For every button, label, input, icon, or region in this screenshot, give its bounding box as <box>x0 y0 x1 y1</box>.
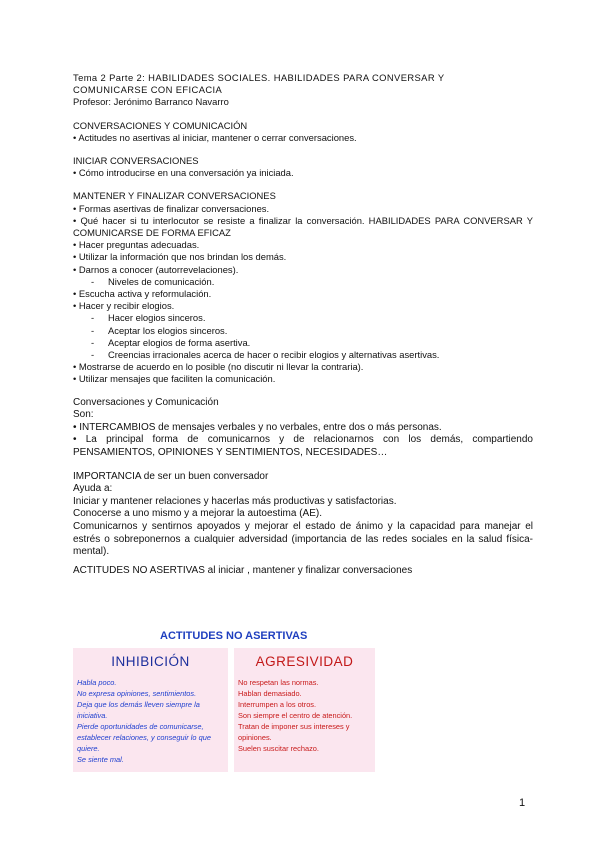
aggressiveness-box <box>234 648 375 772</box>
figure-title: ACTITUDES NO ASERTIVAS <box>160 630 308 642</box>
aggressiveness-heading: AGRESIVIDAD <box>255 654 354 669</box>
list-item: establecer relaciones, y conseguir lo que <box>77 733 211 742</box>
section5-heading: IMPORTANCIA de ser un buen conversador <box>73 470 269 482</box>
dash-marker: - <box>91 336 95 348</box>
sub-list-item-text: Aceptar los elogios sinceros. <box>108 324 228 336</box>
list-item: quiere. <box>77 744 100 753</box>
list-item: iniciativa. <box>77 711 108 720</box>
document-body <box>73 72 533 577</box>
list-item: Suelen suscitar rechazo. <box>238 744 319 753</box>
sub-list-item <box>73 276 533 288</box>
paragraph: Conocerse a uno mismo y a mejorar la autoestima (AE). <box>73 508 322 520</box>
list-item: opiniones. <box>238 733 272 742</box>
list-item: Habla poco. <box>77 678 117 687</box>
list-item: • Escucha activa y reformulación. <box>73 288 212 300</box>
list-item: • Mostrarse de acuerdo en lo posible (no discutir ni llevar la contraria). <box>73 361 364 373</box>
section5-ayuda: Ayuda a: <box>73 483 113 495</box>
list-item: Tratan de imponer sus intereses y <box>238 722 350 731</box>
paragraph: Comunicarnos y sentirnos apoyados y mejorar el estado de ánimo y la capacidad para manejar el estrés o sobreponernos a cualquier adversidad (importancia de las redes sociales en la salud física-mental). <box>73 521 533 558</box>
sub-list-item-text: Niveles de comunicación. <box>108 275 215 287</box>
sub-list-item-text: Hacer elogios sinceros. <box>108 312 206 324</box>
section4 <box>73 397 533 460</box>
section5 <box>73 471 533 559</box>
sub-list-item-text: Creencias irracionales acerca de hacer o recibir elogios y alternativas asertivas. <box>108 349 440 361</box>
aggressiveness-list <box>234 677 375 754</box>
inhibition-list <box>73 677 228 765</box>
list-item: Son siempre el centro de atención. <box>238 711 353 720</box>
dash-marker: - <box>91 275 95 287</box>
sub-list-item <box>73 325 533 337</box>
inhibition-box <box>73 648 228 772</box>
section6-heading: ACTITUDES NO ASERTIVAS al iniciar , mantener y finalizar conversaciones <box>73 564 413 576</box>
dash-marker: - <box>91 349 95 361</box>
section4-son: Son: <box>73 409 94 421</box>
list-item: • Utilizar mensajes que faciliten la comunicación. <box>73 373 276 385</box>
inhibition-heading: INHIBICIÓN <box>111 654 190 669</box>
list-item: Hablan demasiado. <box>238 689 302 698</box>
section2-heading: INICIAR CONVERSACIONES <box>73 155 199 167</box>
page-number: 1 <box>519 797 526 809</box>
list-item: • Hacer preguntas adecuadas. <box>73 239 200 251</box>
section2-line: • Cómo introducirse en una conversación ya iniciada. <box>73 167 294 179</box>
dash-marker: - <box>91 312 95 324</box>
list-item: Se siente mal. <box>77 755 124 764</box>
list-item: • Hacer y recibir elogios. <box>73 300 175 312</box>
list-item: • La principal forma de comunicarnos y de relacionarnos con los demás, compartiendo PENSAMIENTOS, OPINIONES Y SENTIMIENTOS, NECESIDADES… <box>73 434 533 459</box>
section4-heading: Conversaciones y Comunicación <box>73 396 219 408</box>
paragraph: Iniciar y mantener relaciones y hacerlas más productivas y satisfactorias. <box>73 495 397 507</box>
sub-list-item-text: Aceptar elogios de forma asertiva. <box>108 336 251 348</box>
section1-heading: CONVERSACIONES Y COMUNICACIÓN <box>73 119 248 131</box>
sub-list-item <box>73 349 533 361</box>
section3-heading: MANTENER Y FINALIZAR CONVERSACIONES <box>73 190 276 202</box>
list-item: • Qué hacer si tu interlocutor se resiste a finalizar la conversación. HABILIDADES PARA CONVERSAR Y COMUNICARSE DE FORMA EFICAZ <box>73 214 533 239</box>
list-item: • Formas asertivas de finalizar conversaciones. <box>73 202 270 214</box>
list-item: • INTERCAMBIOS de mensajes verbales y no verbales, entre dos o más personas. <box>73 421 442 433</box>
list-item: Interrumpen a los otros. <box>238 700 317 709</box>
section1-line: • Actitudes no asertivas al iniciar, mantener o cerrar conversaciones. <box>73 131 357 143</box>
list-item: Pierde oportunidades de comunicarse, <box>77 722 204 731</box>
doc-title-line2: COMUNICARSE CON EFICACIA <box>73 84 223 96</box>
list-item: • Darnos a conocer (autorrevelaciones). <box>73 263 239 275</box>
sub-list-item <box>73 337 533 349</box>
list-item: • Utilizar la información que nos brindan los demás. <box>73 251 287 263</box>
dash-marker: - <box>91 324 95 336</box>
list-item: No expresa opiniones, sentimientos. <box>77 689 197 698</box>
list-item: No respetan las normas. <box>238 678 319 687</box>
list-item: Deja que los demás lleven siempre la <box>77 700 200 709</box>
sub-list-item <box>73 312 533 324</box>
doc-author: Profesor: Jerónimo Barranco Navarro <box>73 96 229 108</box>
doc-title-line1: Tema 2 Parte 2: HABILIDADES SOCIALES. HABILIDADES PARA CONVERSAR Y <box>73 72 445 83</box>
